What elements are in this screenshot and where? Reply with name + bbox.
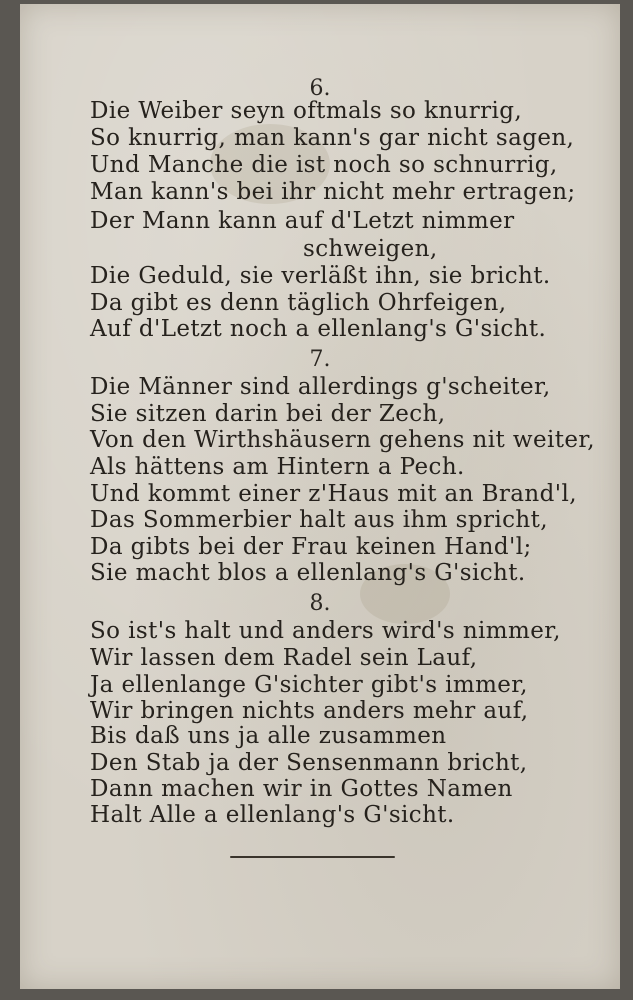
verse-line: Das Sommerbier halt aus ihm spricht,	[90, 507, 548, 533]
verse-line: Von den Wirthshäusern gehens nit weiter,	[90, 427, 595, 453]
verse-line: Da gibts bei der Frau keinen Hand'l;	[90, 534, 532, 560]
verse-line: Der Mann kann auf d'Letzt nimmer	[90, 208, 515, 234]
printed-leaf	[20, 4, 620, 989]
verse-line: Da gibt es denn täglich Ohrfeigen,	[90, 290, 507, 316]
verse-line-continuation: schweigen,	[303, 236, 438, 262]
verse-line: Den Stab ja der Sensenmann bricht,	[90, 750, 528, 776]
verse-line: Wir lassen dem Radel sein Lauf,	[90, 645, 478, 671]
verse-line: Man kann's bei ihr nicht mehr ertragen;	[90, 179, 576, 205]
stanza-number: 8.	[309, 591, 331, 616]
verse-line: Halt Alle a ellenlang's G'sicht.	[90, 802, 455, 828]
verse-line: So knurrig, man kann's gar nicht sagen,	[90, 125, 575, 151]
verse-line: Und kommt einer z'Haus mit an Brand'l,	[90, 481, 577, 507]
verse-line: Die Männer sind allerdings g'scheiter,	[90, 374, 551, 400]
verse-line: Auf d'Letzt noch a ellenlang's G'sicht.	[90, 316, 547, 342]
verse-line: So ist's halt und anders wird's nimmer,	[90, 618, 561, 644]
verse-line: Sie macht blos a ellenlang's G'sicht.	[90, 560, 526, 586]
verse-line: Sie sitzen darin bei der Zech,	[90, 401, 446, 427]
verse-line: Als hättens am Hintern a Pech.	[90, 454, 465, 480]
stanza-number: 6.	[309, 76, 331, 101]
end-rule	[230, 856, 395, 858]
verse-line: Und Manche die ist noch so schnurrig,	[90, 152, 558, 178]
verse-line: Die Geduld, sie verläßt ihn, sie bricht.	[90, 263, 551, 289]
stanza-number: 7.	[309, 347, 331, 372]
verse-line: Dann machen wir in Gottes Namen	[90, 776, 513, 802]
verse-line: Ja ellenlange G'sichter gibt's immer,	[90, 672, 528, 698]
verse-line: Wir bringen nichts anders mehr auf,	[90, 698, 529, 724]
verse-line: Bis daß uns ja alle zusammen	[90, 723, 447, 749]
verse-line: Die Weiber seyn oftmals so knurrig,	[90, 98, 523, 124]
